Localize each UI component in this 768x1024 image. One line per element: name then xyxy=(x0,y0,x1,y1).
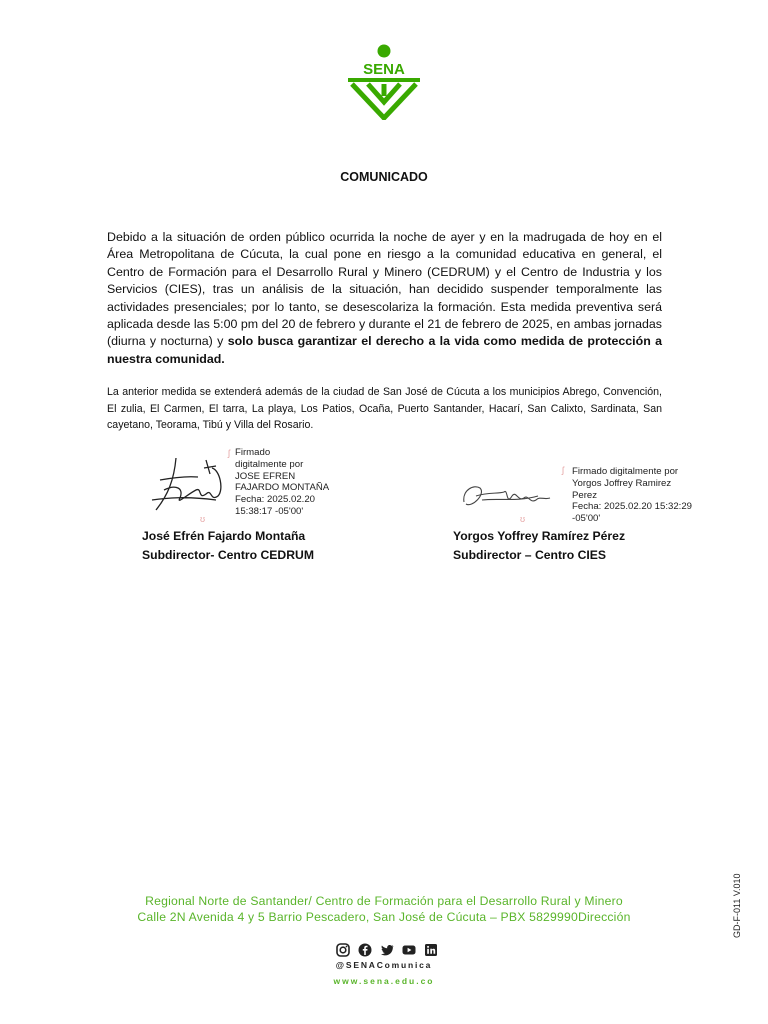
twitter-icon[interactable] xyxy=(379,942,395,958)
signer-2-name: Yorgos Yoffrey Ramírez Pérez xyxy=(453,529,626,543)
handwritten-signature-2 xyxy=(458,478,554,514)
paragraph-main-bold: solo busca garantizar el derecho a la vida como medida de protección a nuestra comunidad xyxy=(107,334,662,366)
digital-signature-info-1: Firmado digitalmente por JOSE EFREN FAJARDO MONTAÑA Fecha: 2025.02.20 15:38:17 -05'00' xyxy=(235,447,330,517)
linkedin-icon[interactable] xyxy=(423,942,439,958)
sena-logo-text: SENA xyxy=(363,61,405,78)
signature-mark: ʊ xyxy=(200,514,206,524)
footer-address-line-2: Calle 2N Avenida 4 y 5 Barrio Pescadero, San José de Cúcuta – PBX 5829990Dirección xyxy=(137,910,631,924)
social-icons xyxy=(335,942,439,958)
paragraph-main xyxy=(107,229,662,368)
signer-1-role: Subdirector- Centro CEDRUM xyxy=(142,548,314,562)
footer-address-line-1: Regional Norte de Santander/ Centro de Formación para el Desarrollo Rural y Minero xyxy=(145,894,623,908)
signer-1-name: José Efrén Fajardo Montaña xyxy=(142,529,306,543)
page-title: COMUNICADO xyxy=(340,170,428,184)
signer-1-block xyxy=(142,527,314,565)
signature-mark: ʊ xyxy=(520,514,526,524)
paragraph-municipalities: La anterior medida se extenderá además de la ciudad de San José de Cúcuta a los municipios Abrego, Convención, El zulia, El Carmen, El tarra, La playa, Los Patios, Ocaña, Puerto Santander, Hacarí, San Calixto, Sardinata, San cayetano, Teorama, Tibú y Villa del Rosario. xyxy=(107,386,662,431)
handwritten-signature-1 xyxy=(146,450,236,520)
document-code: GD-F-011 V.010 xyxy=(732,873,742,938)
paragraph-main-end: . xyxy=(221,351,225,366)
digital-signature-info-2: Firmado digitalmente por Yorgos Joffrey Ramirez Perez Fecha: 2025.02.20 15:32:29 -05'00' xyxy=(572,466,693,525)
paragraph-main-text: Debido a la situación de orden público ocurrida la noche de ayer y en la madrugada de hoy en el Área Metropolitana de Cúcuta, la cual pone en riesgo a la comunidad educativa en general, el Centro de Formación para el Desarrollo Rural y Minero (CEDRUM) y el Centro de Industria y los Servicios (CIES), tras un análisis de la situación, han decidido suspender temporalmente las actividades presenciales; por lo tanto, se desescolariza la formación. Esta medida preventiva será aplicada desde las 5:00 pm del 20 de febrero y durante el 21 de febrero de 2025, en ambas jornadas (diurna y nocturna) y xyxy=(107,230,662,349)
facebook-icon[interactable] xyxy=(357,942,373,958)
sena-logo xyxy=(346,44,422,120)
youtube-icon[interactable] xyxy=(401,942,417,958)
signature-mark: ʃ xyxy=(562,465,564,475)
signer-2-block xyxy=(453,527,625,565)
instagram-icon[interactable] xyxy=(335,942,351,958)
signer-2-role: Subdirector – Centro CIES xyxy=(453,548,607,562)
social-handle: @SENAComunica xyxy=(335,960,433,970)
website-link[interactable]: www.sena.edu.co xyxy=(333,976,435,986)
signature-mark: ʃ xyxy=(228,448,230,458)
